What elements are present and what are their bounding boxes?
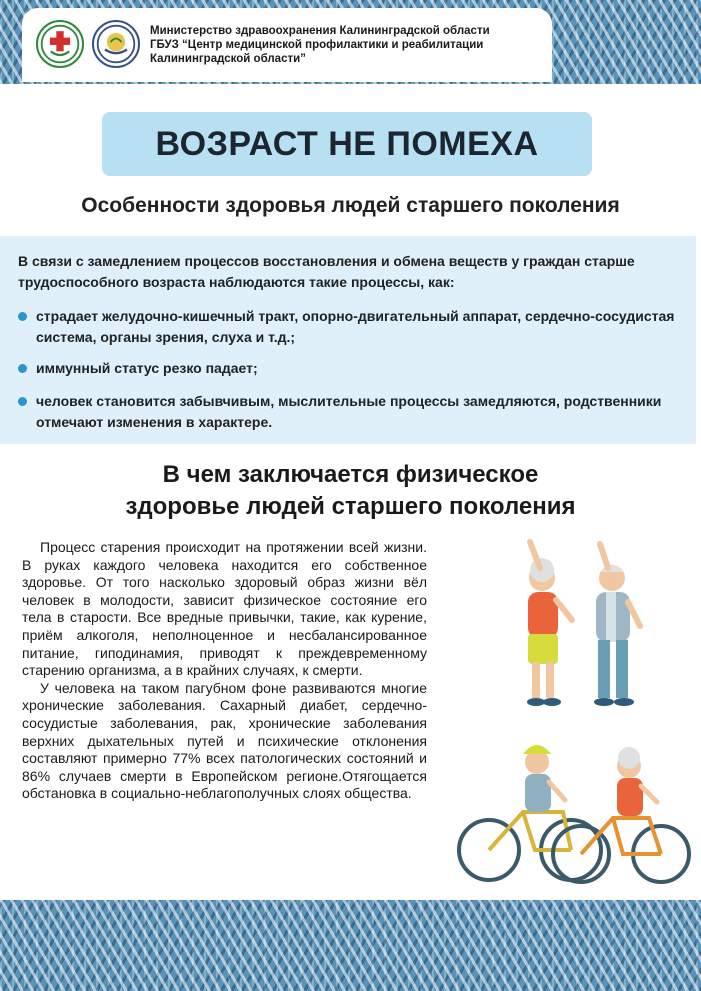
org-line: Министерство здравоохранения Калининградской области (150, 25, 490, 37)
health-ministry-logo (36, 20, 84, 68)
bullet-text: иммунный статус резко падает; (36, 360, 258, 376)
paragraph: Процесс старения происходит на протяжении всей жизни. В руках каждого человека находится его собственное здоровье. От того насколько здоровый образ жизни вёл человек в молодости, зависит физическое состояние его тела в старости. Все вредные привычки, такие, как курение, приём алкоголя, неполноценное и несбалансированное питание, гиподинамия, приводят к преждевременному старению организма, а в крайних случаях, к смерти. (22, 539, 427, 679)
bullet-dot-icon (18, 364, 27, 373)
knit-pattern-bottom (0, 900, 701, 991)
center-emblem-logo (92, 20, 140, 68)
section-heading (0, 459, 701, 523)
page-subtitle: Особенности здоровья людей старшего поколения (81, 194, 620, 217)
bullet-text: человек становится забывчивым, мыслительные процессы замедляются, родственники отмечают изменения в характере. (36, 393, 662, 430)
title-banner (102, 112, 592, 176)
page-title: ВОЗРАСТ НЕ ПОМЕХА (155, 124, 539, 163)
org-line: Калининградской области” (150, 53, 306, 65)
bullet-item (18, 358, 678, 379)
organization-name (150, 24, 550, 66)
elderly-cycling-illustration (453, 722, 696, 890)
bullet-dot-icon (18, 312, 27, 321)
header (22, 8, 552, 82)
bullet-item (18, 391, 678, 433)
article-body (22, 539, 427, 803)
info-intro: В связи с замедлением процессов восстановления и обмена веществ у граждан старше трудоспособного возраста наблюдаются такие процессы, как: (18, 253, 635, 290)
org-line: ГБУЗ “Центр медицинской профилактики и реабилитации (150, 39, 484, 51)
paragraph: У человека на таком пагубном фоне развиваются многие хронические заболевания. Сахарный диабет, сердечно-сосудистые заболевания, рак, хронические заболевания верхних дыхательных путей и психические отклонения составляют примерно 77% всех патологических состояний и 86% случаев смерти в Европейском регионе.Отягощается обстановка в социально-неблагополучных слоях общества. (22, 679, 427, 802)
bullet-dot-icon (18, 397, 27, 406)
section-heading-line: В чем заключается физическое (162, 461, 539, 488)
info-block (0, 236, 696, 444)
elderly-exercise-illustration (500, 530, 695, 712)
bullet-text: страдает желудочно-кишечный тракт, опорно-двигательный аппарат, сердечно-сосудистая система, органы зрения, слуха и т.д.; (36, 308, 675, 345)
bullet-item (18, 306, 678, 348)
section-heading-line: здоровье людей старшего поколения (125, 493, 576, 520)
